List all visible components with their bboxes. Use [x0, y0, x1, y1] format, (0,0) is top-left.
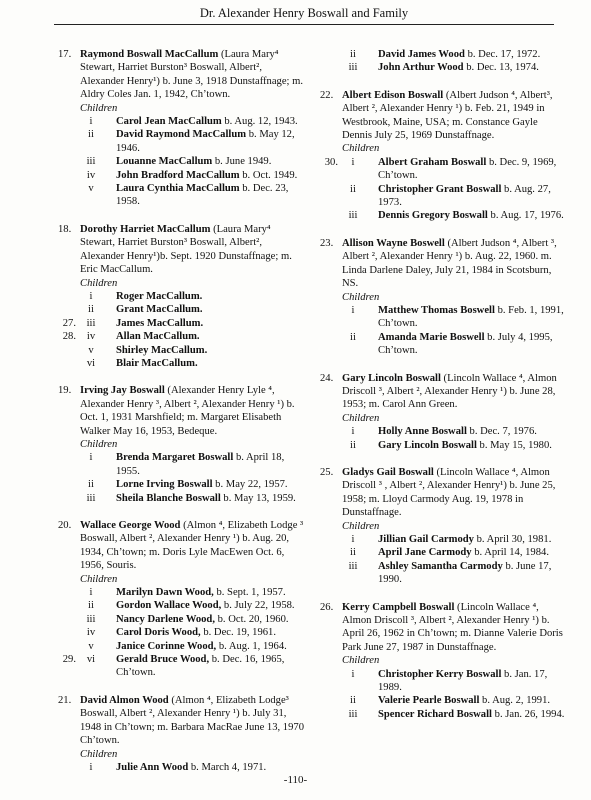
family-entry	[320, 601, 568, 722]
children-label: Children	[80, 748, 118, 760]
entry-heading	[58, 48, 306, 102]
parent-details: (Almon ⁴, Elizabeth Lodge ³ Boswall, Albert ², Alexander Henry ¹) b. Aug. 20, 1934, Ch’town; m. Doris Lyle MacEwen Oct. 6, 1956, Souris.	[80, 520, 304, 572]
entry-number: 25.	[320, 466, 334, 478]
family-entry	[58, 48, 306, 209]
child-roman-numeral: vi	[86, 357, 96, 369]
child-name: Amanda Marie Boswell	[378, 331, 485, 343]
family-entry	[58, 519, 306, 680]
child-details: b. July 4, 1995, Ch’town.	[378, 331, 553, 357]
child-row	[58, 761, 306, 774]
parent-name: Wallace George Wood	[80, 520, 181, 531]
child-name: Carol Doris Wood,	[116, 627, 201, 639]
family-entry	[58, 223, 306, 370]
child-roman-numeral: i	[351, 668, 355, 680]
child-roman-numeral: iii	[348, 210, 358, 222]
child-row	[58, 492, 306, 505]
child-row	[58, 290, 306, 303]
child-row	[320, 668, 568, 695]
child-roman-numeral: ii	[350, 183, 356, 195]
child-row	[58, 330, 306, 343]
child-roman-numeral: i	[89, 116, 93, 128]
child-roman-numeral: i	[89, 452, 93, 464]
children-label: Children	[342, 655, 380, 667]
children-label: Children	[80, 573, 118, 585]
child-row	[58, 128, 306, 155]
child-details: b. April 18, 1955.	[116, 452, 285, 477]
entry-heading	[320, 237, 568, 291]
child-details: b. Aug. 1, 1964.	[216, 640, 287, 652]
parent-name: Raymond Boswall MacCallum	[80, 49, 219, 60]
child-roman-numeral: ii	[350, 331, 356, 343]
child-details: b. Aug. 27, 1973.	[378, 183, 551, 209]
parent-details: (Lincoln Wallace ⁴, Almon Driscoll ³ , Albert ², Alexander Henry¹) b. June 25, 1958; m. Lloyd Carmody Aug. 19, 1978 in Dunstaffnage.	[342, 466, 556, 519]
entry-heading	[58, 694, 306, 748]
child-name: Gerald Bruce Wood,	[116, 654, 210, 666]
child-details: b. May 13, 1959.	[220, 492, 296, 504]
child-row	[58, 317, 306, 330]
child-row	[58, 613, 306, 626]
right-column	[320, 48, 568, 735]
child-row	[58, 115, 306, 128]
parent-name: David Almon Wood	[80, 694, 169, 706]
child-name: Nancy Darlene Wood,	[116, 613, 215, 625]
child-details: b. Dec. 19, 1961.	[200, 627, 276, 639]
family-entry	[58, 694, 306, 774]
children-label: Children	[80, 277, 118, 289]
child-roman-numeral: ii	[88, 600, 94, 612]
child-details: b. Jan. 26, 1994.	[492, 708, 565, 720]
parent-details: (Lincoln Wallace ⁴, Almon Driscoll ³, Albert ², Alexander Henry ¹) b. June 28, 1953; m. Carol Ann Green.	[342, 372, 557, 411]
entry-number: 22.	[320, 89, 334, 101]
family-entry	[58, 384, 306, 505]
child-row	[320, 48, 568, 61]
child-index-number: 30.	[324, 156, 338, 168]
child-name: Spencer Richard Boswall	[378, 708, 492, 720]
entry-heading	[58, 223, 306, 277]
child-name: Holly Anne Boswall	[378, 426, 467, 438]
child-name: David James Wood	[378, 49, 465, 60]
child-row	[58, 344, 306, 357]
page-header	[54, 2, 554, 25]
child-details: b. April 14, 1984.	[471, 547, 549, 559]
child-name: Albert Graham Boswall	[378, 156, 487, 168]
child-details: b. July 22, 1958.	[221, 600, 295, 612]
child-roman-numeral: i	[351, 304, 355, 316]
child-details: b. Dec. 17, 1972.	[464, 49, 541, 60]
children-label: Children	[342, 143, 380, 155]
parent-name: Allison Wayne Boswell	[342, 237, 445, 249]
child-name: John Arthur Wood	[378, 62, 464, 74]
child-details: b. Dec. 16, 1965, Ch’town.	[116, 654, 285, 679]
child-name: Christopher Kerry Boswall	[378, 668, 502, 680]
family-entry	[320, 466, 568, 587]
child-name: Blair MacCallum.	[116, 357, 198, 369]
child-name: Julie Ann Wood	[116, 761, 189, 773]
child-roman-numeral: iii	[348, 62, 358, 74]
entry-number: 26.	[320, 601, 334, 613]
entry-number: 24.	[320, 372, 334, 384]
child-roman-numeral: iii	[348, 560, 358, 572]
entry-number: 19.	[58, 385, 72, 397]
child-row	[320, 304, 568, 331]
child-row	[58, 451, 306, 478]
parent-name: Dorothy Harriet MacCallum	[80, 223, 211, 235]
parent-name: Gladys Gail Boswall	[342, 466, 434, 478]
child-roman-numeral: i	[89, 761, 93, 773]
child-name: Lorne Irving Boswall	[116, 479, 213, 491]
child-name: Dennis Gregory Boswall	[378, 210, 488, 222]
child-row	[58, 640, 306, 653]
child-row	[58, 586, 306, 599]
child-roman-numeral: vi	[86, 654, 96, 666]
family-entry	[320, 89, 568, 223]
child-row	[58, 478, 306, 491]
child-row	[58, 182, 306, 209]
parent-name: Albert Edison Boswall	[342, 89, 444, 101]
family-entry	[320, 237, 568, 358]
family-entry	[320, 48, 568, 75]
child-roman-numeral: ii	[350, 49, 356, 60]
parent-name: Irving Jay Boswall	[80, 385, 165, 397]
child-roman-numeral: i	[351, 534, 355, 545]
child-roman-numeral: iii	[86, 613, 96, 625]
child-row	[320, 425, 568, 438]
child-roman-numeral: iv	[86, 169, 96, 181]
child-row	[320, 439, 568, 452]
child-roman-numeral: v	[88, 183, 94, 195]
child-row	[320, 331, 568, 358]
child-roman-numeral: ii	[350, 547, 356, 559]
child-index-number: 27.	[62, 317, 76, 329]
child-row	[320, 546, 568, 559]
child-row	[58, 599, 306, 612]
entry-heading	[320, 601, 568, 655]
child-row	[58, 303, 306, 316]
child-details: b. Sept. 1, 1957.	[213, 587, 286, 599]
children-label: Children	[342, 291, 380, 303]
child-details: b. May 22, 1957.	[212, 479, 288, 491]
child-row	[320, 209, 568, 222]
parent-name: Gary Lincoln Boswall	[342, 372, 441, 384]
child-name: Laura Cynthia MacCallum	[116, 183, 240, 195]
child-roman-numeral: iv	[86, 331, 96, 343]
child-roman-numeral: ii	[350, 695, 356, 707]
child-name: Marilyn Dawn Wood,	[116, 587, 214, 599]
child-roman-numeral: ii	[350, 439, 356, 451]
child-roman-numeral: iii	[86, 317, 96, 329]
children-label: Children	[80, 438, 118, 450]
child-name: Ashley Samantha Carmody	[378, 560, 503, 572]
child-row	[320, 560, 568, 587]
child-details: b. Oct. 1949.	[239, 169, 298, 181]
page-title: Dr. Alexander Henry Boswall and Family	[199, 6, 409, 20]
child-row	[58, 155, 306, 168]
children-label: Children	[342, 520, 380, 532]
child-details: b. March 4, 1971.	[188, 761, 267, 773]
child-row	[320, 708, 568, 721]
entry-number: 17.	[58, 49, 72, 60]
family-entry	[320, 372, 568, 452]
child-name: Gary Lincoln Boswall	[378, 439, 477, 451]
entry-number: 21.	[58, 694, 72, 706]
children-label: Children	[80, 102, 118, 114]
child-roman-numeral: ii	[88, 304, 94, 316]
child-details: b. Jan. 17, 1989.	[378, 668, 548, 694]
child-name: David Raymond MacCallum	[116, 129, 247, 141]
child-index-number: 28.	[62, 331, 76, 343]
child-name: Louanne MacCallum	[116, 156, 213, 168]
child-details: b. May 12, 1946.	[116, 129, 295, 154]
child-name: Roger MacCallum.	[116, 290, 203, 302]
child-roman-numeral: ii	[88, 129, 94, 141]
child-roman-numeral: iii	[86, 492, 96, 504]
child-row	[58, 653, 306, 680]
entry-heading	[58, 519, 306, 573]
child-name: Carol Jean MacCallum	[116, 116, 222, 128]
child-roman-numeral: i	[351, 156, 355, 168]
child-roman-numeral: iii	[348, 708, 358, 720]
entry-number: 23.	[320, 237, 334, 249]
children-label: Children	[342, 412, 380, 424]
parent-details: (Almon ⁴, Elizabeth Lodge³ Boswall, Albert ², Alexander Henry ¹) b. July 31, 1948 in Ch’town; m. Barbara MacRae June 13, 1970 Ch’town.	[80, 694, 304, 747]
child-row	[320, 694, 568, 707]
parent-name: Kerry Campbell Boswall	[342, 601, 455, 613]
child-details: b. May 15, 1980.	[476, 439, 552, 451]
child-name: Allan MacCallum.	[116, 331, 200, 343]
parent-details: (Laura Mary⁴ Stewart, Harriet Burston³ Boswall, Albert², Alexander Henry¹) b. June 3, 1918 Dunstaffnage; m. Aldry Coles Jan. 1, 1942, Ch’town.	[80, 49, 304, 101]
child-row	[58, 626, 306, 639]
child-details: b. June 17, 1990.	[378, 560, 552, 586]
child-details: b. Aug. 12, 1943.	[221, 116, 298, 128]
child-row	[320, 61, 568, 74]
child-name: Christopher Grant Boswall	[378, 183, 502, 195]
child-name: Sheila Blanche Boswall	[116, 492, 221, 504]
child-roman-numeral: iv	[86, 627, 96, 639]
parent-details: (Albert Judson ⁴, Albert³, Albert ², Alexander Henry ¹) b. Feb. 21, 1949 in Westbrook, Maine, USA; m. Constance Gayle Dennis July 25, 1969 Dunstaffnage.	[342, 89, 553, 142]
child-row	[58, 169, 306, 182]
child-roman-numeral: iii	[86, 156, 96, 168]
child-details: b. Aug. 2, 1991.	[479, 695, 551, 707]
entry-number: 20.	[58, 520, 72, 531]
child-details: b. June 1949.	[212, 156, 272, 168]
parent-details: (Albert Judson ⁴, Albert ³, Albert ², Alexander Henry ¹) b. Aug. 22, 1960. m. Linda Darlene Daley, July 21, 1984 in Scotsburn, NS.	[342, 237, 557, 290]
child-name: James MacCallum.	[116, 317, 204, 329]
child-details: b. Dec. 7, 1976.	[466, 426, 537, 438]
child-roman-numeral: ii	[88, 479, 94, 491]
child-row	[320, 156, 568, 183]
child-details: b. Oct. 20, 1960.	[214, 613, 289, 625]
child-name: Shirley MacCallum.	[116, 344, 208, 356]
child-details: b. April 30, 1981.	[473, 534, 552, 545]
child-roman-numeral: v	[88, 344, 94, 356]
child-row	[320, 533, 568, 546]
child-details: b. Dec. 13, 1974.	[463, 62, 539, 74]
parent-details: (Lincoln Wallace ⁴, Almon Driscoll ³, Albert ², Alexander Henry ¹) b. April 26, 1962 in Ch’town; m. Dianne Valerie Doris Park June 27, 1987 in Dunstaffnage.	[342, 601, 563, 653]
child-roman-numeral: v	[88, 640, 94, 652]
left-column	[58, 48, 306, 788]
child-name: Valerie Pearle Boswall	[378, 695, 480, 707]
child-name: Matthew Thomas Boswell	[378, 304, 495, 316]
child-row	[58, 357, 306, 370]
entry-heading	[320, 89, 568, 143]
entry-heading	[320, 372, 568, 412]
child-details: b. Dec. 23, 1958.	[116, 183, 289, 208]
page-number: -110-	[283, 774, 308, 786]
child-name: Jillian Gail Carmody	[378, 534, 474, 545]
child-name: Janice Corinne Wood,	[116, 640, 217, 652]
entry-heading	[58, 384, 306, 438]
child-roman-numeral: i	[89, 587, 93, 599]
child-name: John Bradford MacCallum	[116, 169, 240, 181]
child-roman-numeral: i	[89, 290, 93, 302]
child-name: Grant MacCallum.	[116, 304, 203, 316]
entry-heading	[320, 466, 568, 520]
child-details: b. Dec. 9, 1969, Ch’town.	[378, 156, 557, 182]
child-name: Brenda Margaret Boswall	[116, 452, 234, 464]
child-index-number: 29.	[62, 654, 76, 666]
child-details: b. Feb. 1, 1991, Ch’town.	[378, 304, 564, 330]
child-roman-numeral: i	[351, 426, 355, 438]
parent-details: (Alexander Henry Lyle ⁴, Alexander Henry ³, Albert ², Alexander Henry ¹) b. Oct. 1, 1931 Marshfield; m. Margaret Elisabeth Walker May 16, 1953, Bedeque.	[80, 385, 295, 437]
parent-details: (Laura Mary⁴ Stewart, Harriet Burston³ Boswall, Albert², Alexander Henry¹)b. Sept. 1920 Dunstaffnage; m. Eric MacCallum.	[80, 223, 292, 276]
child-details: b. Aug. 17, 1976.	[487, 210, 564, 222]
child-name: Gordon Wallace Wood,	[116, 600, 222, 612]
entry-number: 18.	[58, 223, 72, 235]
child-row	[320, 183, 568, 210]
child-name: April Jane Carmody	[378, 547, 472, 559]
